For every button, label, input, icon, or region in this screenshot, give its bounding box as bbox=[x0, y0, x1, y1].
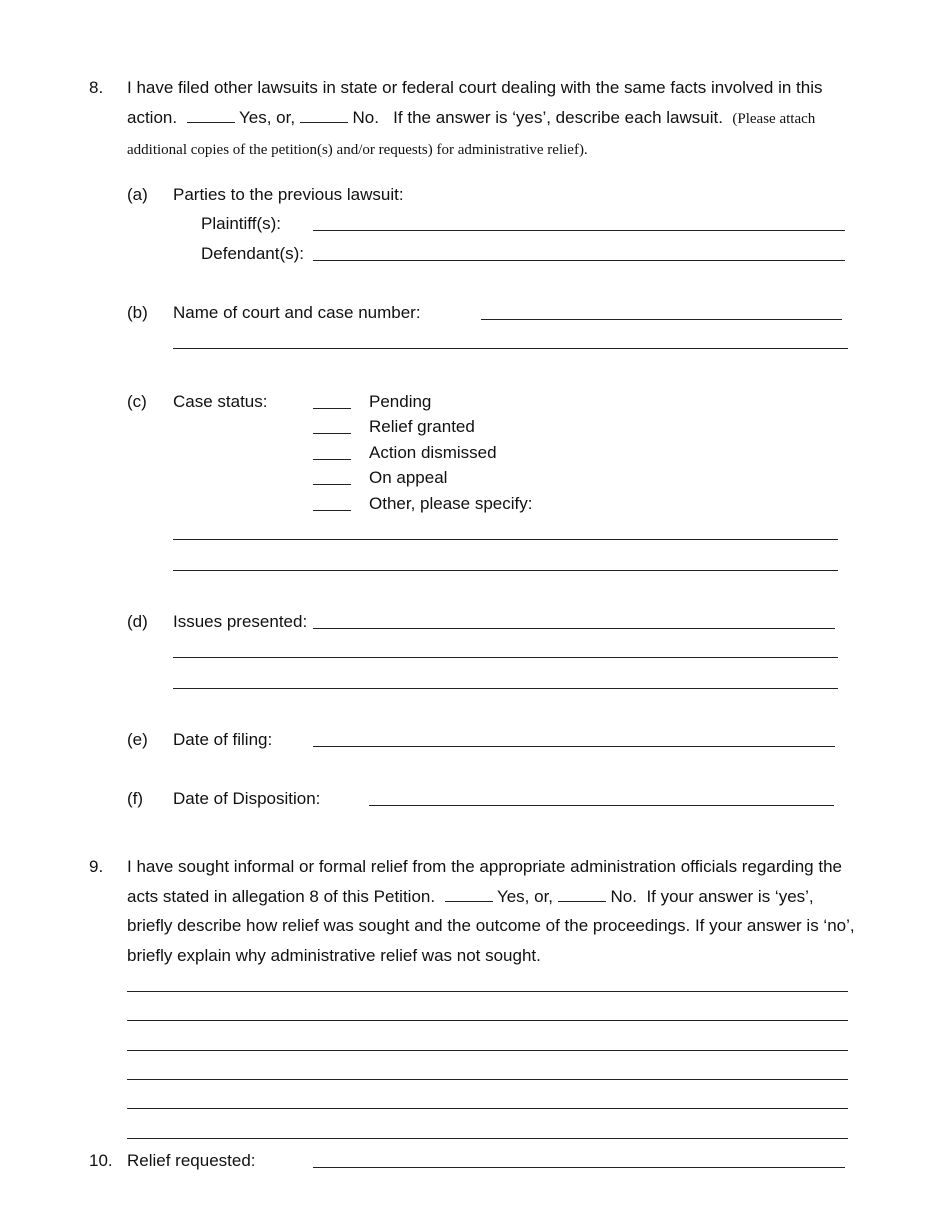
q8a-letter: (a) bbox=[127, 185, 148, 204]
issues-field-2[interactable] bbox=[173, 657, 838, 658]
q9-answer-line-1[interactable] bbox=[127, 991, 848, 992]
status-on-appeal-label: On appeal bbox=[369, 468, 448, 487]
q8d-label: Issues presented: bbox=[173, 612, 308, 631]
q9-text-2: If your answer is ‘yes’, briefly describe how relief was sought and the outcome of the proceedings. If your answer is ‘no’, briefly explain why administrative relief was not sought. bbox=[127, 886, 855, 965]
status-other-field-2[interactable] bbox=[173, 570, 838, 571]
plaintiff-label: Plaintiff(s): bbox=[201, 214, 281, 233]
q9-no-label: No. bbox=[610, 886, 637, 906]
q9-yes-label: Yes, or, bbox=[496, 886, 554, 906]
q8-no-label: No. bbox=[352, 107, 379, 127]
court-case-field[interactable] bbox=[481, 319, 842, 320]
plaintiff-field[interactable] bbox=[313, 230, 845, 231]
date-of-filing-field[interactable] bbox=[313, 746, 835, 747]
issues-field-3[interactable] bbox=[173, 688, 838, 689]
q8-no-blank[interactable] bbox=[300, 108, 348, 123]
q8-note: (Please attach additional copies of the petition(s) and/or requests) for administrative relief). bbox=[127, 110, 816, 158]
q9-text-1: I have sought informal or formal relief from the appropriate administration officials regarding the acts stated in allegation 8 of this Petition. bbox=[127, 857, 842, 906]
defendant-field[interactable] bbox=[313, 260, 845, 261]
q9-yes-blank[interactable] bbox=[445, 887, 493, 902]
q9-answer-line-2[interactable] bbox=[127, 1020, 848, 1021]
q9-answer-line-6[interactable] bbox=[127, 1138, 848, 1139]
q8-yes-blank[interactable] bbox=[187, 108, 235, 123]
q8e-letter: (e) bbox=[127, 730, 148, 749]
q8-yes-label: Yes, or, bbox=[238, 107, 296, 127]
q8f-label: Date of Disposition: bbox=[173, 789, 321, 808]
q8-text bbox=[127, 73, 857, 166]
defendant-label: Defendant(s): bbox=[201, 244, 304, 263]
status-other-checkbox[interactable] bbox=[313, 510, 351, 511]
q8-text-2: If the answer is ‘yes’, describe each lawsuit. bbox=[393, 107, 723, 127]
q8-number: 8. bbox=[89, 78, 104, 97]
q10-number: 10. bbox=[89, 1151, 113, 1170]
q8c-letter: (c) bbox=[127, 392, 147, 411]
q9-text bbox=[127, 852, 857, 970]
court-case-field-2[interactable] bbox=[173, 348, 848, 349]
q8e-label: Date of filing: bbox=[173, 730, 273, 749]
q9-number: 9. bbox=[89, 857, 104, 876]
q8-text-1: I have filed other lawsuits in state or federal court dealing with the same facts involved in this action. bbox=[127, 78, 823, 127]
status-other-field-1[interactable] bbox=[173, 539, 838, 540]
status-relief-granted-label: Relief granted bbox=[369, 417, 475, 436]
status-relief-granted-checkbox[interactable] bbox=[313, 433, 351, 434]
issues-field-1[interactable] bbox=[313, 628, 835, 629]
q8b-label: Name of court and case number: bbox=[173, 303, 421, 322]
q9-no-blank[interactable] bbox=[558, 887, 606, 902]
q8b-letter: (b) bbox=[127, 303, 148, 322]
status-pending-label: Pending bbox=[369, 392, 432, 411]
q9-answer-line-5[interactable] bbox=[127, 1108, 848, 1109]
q9-answer-line-3[interactable] bbox=[127, 1050, 848, 1051]
date-of-disposition-field[interactable] bbox=[369, 805, 834, 806]
status-action-dismissed-checkbox[interactable] bbox=[313, 459, 351, 460]
q8d-letter: (d) bbox=[127, 612, 148, 631]
q8a-label: Parties to the previous lawsuit: bbox=[173, 185, 404, 204]
q9-answer-line-4[interactable] bbox=[127, 1079, 848, 1080]
q8c-label: Case status: bbox=[173, 392, 268, 411]
status-pending-checkbox[interactable] bbox=[313, 408, 351, 409]
status-on-appeal-checkbox[interactable] bbox=[313, 484, 351, 485]
q8f-letter: (f) bbox=[127, 789, 144, 808]
status-other-label: Other, please specify: bbox=[369, 494, 533, 513]
q10-label: Relief requested: bbox=[127, 1151, 256, 1170]
relief-requested-field[interactable] bbox=[313, 1167, 845, 1168]
status-action-dismissed-label: Action dismissed bbox=[369, 443, 497, 462]
